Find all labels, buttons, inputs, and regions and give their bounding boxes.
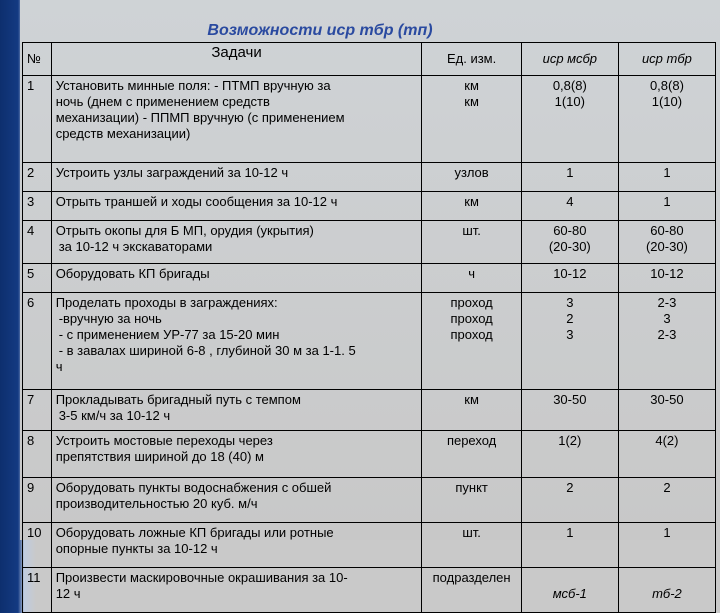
table-row: [23, 390, 716, 431]
cell-isr-msbr-line: 0,8(8): [552, 78, 587, 93]
cell-task-line: 12 ч: [55, 586, 81, 601]
cell-num: 11: [23, 568, 52, 613]
cell-unit-line: проход: [450, 311, 493, 326]
cell-task: [51, 478, 422, 523]
cell-isr-tbr: [618, 390, 715, 431]
cell-isr-tbr-line: 1: [663, 525, 671, 540]
cell-isr-msbr: [521, 523, 618, 568]
table-row: [23, 264, 716, 293]
header-isr-tbr: иср тбр: [618, 43, 715, 76]
cell-isr-msbr: [521, 390, 618, 431]
cell-isr-tbr-line: (20-30): [645, 239, 688, 254]
cell-task: [51, 523, 422, 568]
cell-num: 10: [23, 523, 52, 568]
cell-isr-msbr-line: 30-50: [553, 392, 587, 407]
slide-title: Возможности иср тбр (тп): [207, 22, 433, 39]
cell-task-line: - с применением УР-77 за 15-20 мин: [58, 327, 280, 342]
cell-isr-tbr-line: 30-50: [650, 392, 684, 407]
cell-task: [51, 76, 422, 163]
cell-isr-tbr-line: 1: [663, 194, 671, 209]
cell-isr-msbr: [521, 76, 618, 163]
cell-unit-line: км: [464, 94, 479, 109]
cell-task-line: препятствия шириной до 18 (40) м: [55, 449, 264, 464]
cell-isr-msbr-line: 3: [566, 295, 574, 310]
table-header-row: [23, 43, 716, 76]
cell-task-line: 3-5 км/ч за 10-12 ч: [58, 408, 171, 423]
cell-unit: [422, 568, 521, 613]
cell-isr-tbr: [618, 264, 715, 293]
cell-isr-tbr: [618, 163, 715, 192]
cell-task-line: за 10-12 ч экскаваторами: [58, 239, 213, 254]
cell-isr-tbr: [618, 76, 715, 163]
cell-task-line: ч: [55, 359, 63, 374]
cell-unit: [422, 431, 521, 478]
table-row: [23, 293, 716, 390]
cell-unit-line: узлов: [454, 165, 489, 180]
cell-task: [51, 293, 422, 390]
cell-unit: [422, 390, 521, 431]
cell-unit-line: пункт: [455, 480, 488, 495]
table-row: [23, 76, 716, 163]
cell-task: [51, 192, 422, 221]
cell-isr-tbr-line: 60-80: [650, 223, 684, 238]
cell-isr-msbr: [521, 568, 618, 613]
cell-task-line: Оборудовать КП бригады: [55, 266, 210, 281]
cell-isr-tbr-line: 1(10): [651, 94, 683, 109]
cell-isr-tbr: [618, 478, 715, 523]
cell-unit: [422, 163, 521, 192]
cell-unit: [422, 221, 521, 264]
cell-isr-msbr: [521, 478, 618, 523]
cell-unit-line: проход: [450, 295, 493, 310]
cell-isr-msbr-line: 1(2): [558, 433, 582, 448]
cell-num: 5: [23, 264, 52, 293]
cell-unit: [422, 293, 521, 390]
cell-task-line: Произвести маскировочные окрашивания за 10-: [55, 570, 348, 585]
cell-num: 1: [23, 76, 52, 163]
cell-isr-tbr-line: 0,8(8): [649, 78, 684, 93]
cell-isr-tbr-line: 2: [663, 480, 671, 495]
capabilities-table: [22, 42, 716, 613]
cell-unit-line: км: [464, 392, 479, 407]
cell-task: [51, 568, 422, 613]
cell-unit: [422, 264, 521, 293]
cell-isr-msbr-line: мсб-1: [552, 586, 587, 601]
cell-isr-tbr: [618, 293, 715, 390]
cell-num: 9: [23, 478, 52, 523]
cell-isr-tbr-line: 4(2): [655, 433, 679, 448]
cell-isr-msbr-line: 3: [566, 327, 574, 342]
cell-isr-msbr-line: 60-80: [553, 223, 587, 238]
cell-unit-line: шт.: [462, 223, 481, 238]
cell-isr-tbr-line: тб-2: [652, 586, 682, 601]
header-task-label: Задачи: [211, 44, 262, 61]
header-unit: Ед. изм.: [422, 43, 521, 76]
cell-unit: [422, 523, 521, 568]
cell-isr-tbr-line: 2-3: [657, 327, 677, 342]
cell-unit: [422, 478, 521, 523]
cell-task: [51, 221, 422, 264]
cell-isr-msbr-line: 1(10): [554, 94, 585, 109]
cell-task-line: Оборудовать ложные КП бригады или ротные: [55, 525, 334, 540]
cell-unit: [422, 192, 521, 221]
cell-isr-msbr: [521, 293, 618, 390]
cell-isr-tbr: [618, 431, 715, 478]
cell-task-line: Прокладывать бригадный путь с темпом: [55, 392, 301, 407]
table-row: [23, 568, 716, 613]
cell-task-line: ночь (днем с применением средств: [55, 94, 270, 109]
cell-isr-msbr-line: 10-12: [553, 266, 587, 281]
cell-isr-msbr: [521, 221, 618, 264]
cell-unit: [422, 76, 521, 163]
cell-task-line: -вручную за ночь: [58, 311, 162, 326]
cell-unit-line: км: [464, 194, 479, 209]
cell-task-line: - в завалах шириной 6-8 , глубиной 30 м за 1-1. 5: [58, 343, 356, 358]
cell-isr-msbr: [521, 192, 618, 221]
cell-unit-line: км: [464, 78, 479, 93]
cell-isr-tbr-line: 2-3: [657, 295, 677, 310]
cell-isr-tbr: [618, 568, 715, 613]
cell-unit-line: проход: [450, 327, 493, 342]
cell-num: 6: [23, 293, 52, 390]
cell-isr-tbr: [618, 221, 715, 264]
cell-isr-msbr: [521, 431, 618, 478]
cell-isr-msbr-line: (20-30): [548, 239, 591, 254]
cell-task-line: опорные пункты за 10-12 ч: [55, 541, 218, 556]
cell-num: 8: [23, 431, 52, 478]
cell-isr-msbr: [521, 264, 618, 293]
cell-isr-msbr-line: 4: [566, 194, 574, 209]
cell-unit-line: ч: [468, 266, 475, 281]
cell-isr-tbr: [618, 192, 715, 221]
cell-task-line: Устроить мостовые переходы через: [55, 433, 273, 448]
cell-task-line: Устроить узлы заграждений за 10-12 ч: [55, 165, 289, 180]
cell-unit-line: подразделен: [432, 570, 511, 585]
cell-num: 2: [23, 163, 52, 192]
header-isr-msbr: иср мсбр: [521, 43, 618, 76]
cell-isr-msbr-line: 1: [566, 165, 574, 180]
cell-isr-tbr-line: 10-12: [650, 266, 684, 281]
header-num: №: [23, 43, 52, 76]
cell-num: 4: [23, 221, 52, 264]
table-row: [23, 523, 716, 568]
cell-task: [51, 431, 422, 478]
table-row: [23, 478, 716, 523]
cell-num: 7: [23, 390, 52, 431]
cell-isr-msbr-line: 2: [566, 311, 574, 326]
table-row: [23, 431, 716, 478]
cell-task-line: производительностью 20 куб. м/ч: [55, 496, 258, 511]
cell-unit-line: переход: [446, 433, 497, 448]
cell-task-line: средств механизации): [55, 126, 191, 141]
cell-isr-msbr: [521, 163, 618, 192]
cell-task-line: Проделать проходы в заграждениях:: [55, 295, 278, 310]
cell-isr-tbr-line: [623, 570, 711, 586]
cell-task: [51, 264, 422, 293]
cell-isr-tbr-line: 3: [663, 311, 671, 326]
table-body: [23, 76, 716, 613]
cell-isr-msbr-line: 2: [566, 480, 574, 495]
cell-isr-tbr: [618, 523, 715, 568]
cell-task-line: Отрыть траншей и ходы сообщения за 10-12 ч: [55, 194, 338, 209]
cell-task-line: Оборудовать пункты водоснабжения с обшей: [55, 480, 332, 495]
table-row: [23, 163, 716, 192]
cell-isr-msbr-line: [526, 570, 614, 586]
table-row: [23, 192, 716, 221]
cell-task-line: Установить минные поля: - ПТМП вручную за: [55, 78, 331, 93]
cell-isr-tbr-line: 1: [663, 165, 671, 180]
cell-num: 3: [23, 192, 52, 221]
cell-task: [51, 163, 422, 192]
cell-unit-line: шт.: [462, 525, 481, 540]
cell-task-line: Отрыть окопы для Б МП, орудия (укрытия): [55, 223, 314, 238]
header-task: [51, 43, 422, 76]
table-row: [23, 221, 716, 264]
cell-task-line: механизации) - ППМП вручную (с применением: [55, 110, 345, 125]
cell-task: [51, 390, 422, 431]
cell-isr-msbr-line: 1: [566, 525, 574, 540]
